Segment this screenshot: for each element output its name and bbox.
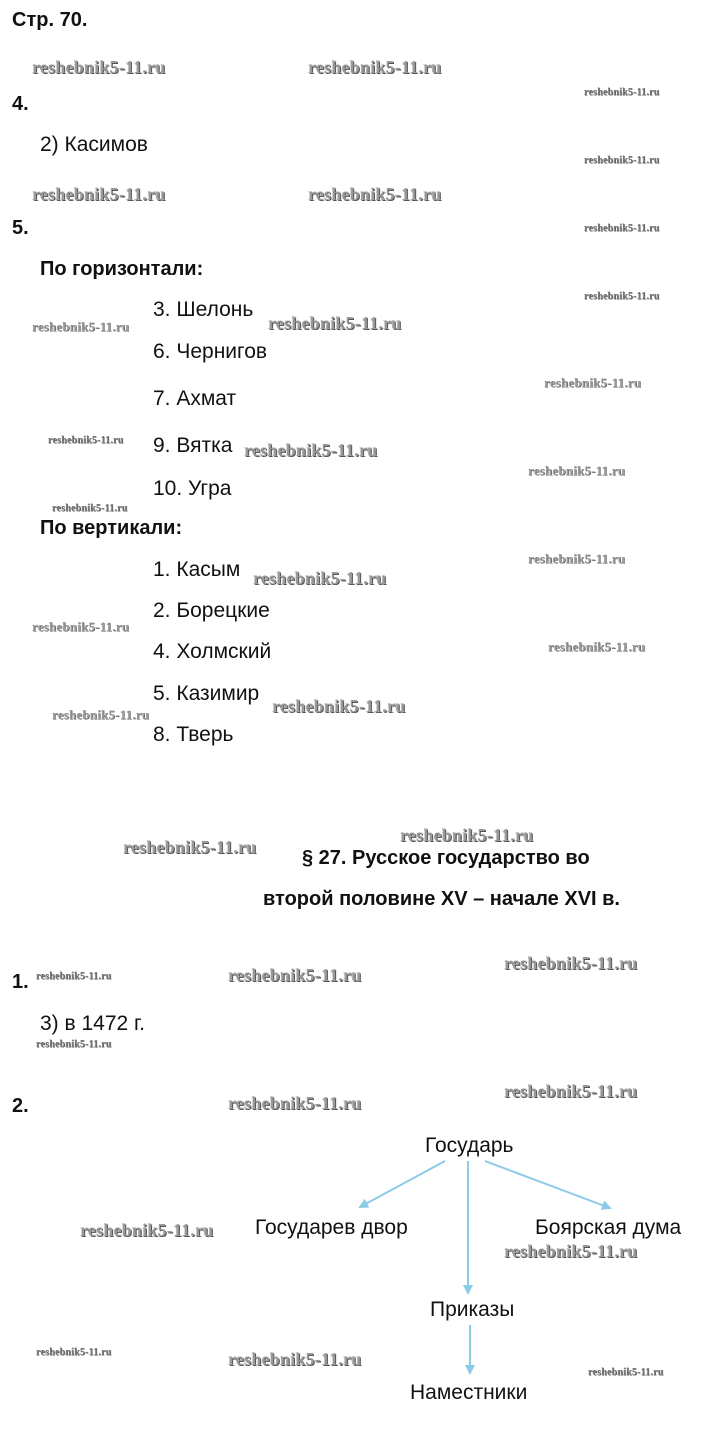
watermark: reshebnik5-11.ru xyxy=(36,971,112,982)
watermark: reshebnik5-11.ru xyxy=(272,696,406,716)
watermark: reshebnik5-11.ru xyxy=(32,57,166,77)
watermark: reshebnik5-11.ru xyxy=(584,291,660,302)
crossword-vertical-item: 5. Казимир xyxy=(153,682,260,705)
watermark: reshebnik5-11.ru xyxy=(308,184,442,204)
watermark: reshebnik5-11.ru xyxy=(253,568,387,588)
watermark: reshebnik5-11.ru xyxy=(32,619,130,634)
watermark: reshebnik5-11.ru xyxy=(123,837,257,857)
watermark: reshebnik5-11.ru xyxy=(588,1367,664,1378)
watermark: reshebnik5-11.ru xyxy=(584,223,660,234)
watermark: reshebnik5-11.ru xyxy=(544,375,642,390)
crossword-horizontal-item: 10. Угра xyxy=(153,477,232,500)
watermark: reshebnik5-11.ru xyxy=(400,825,534,845)
watermark: reshebnik5-11.ru xyxy=(584,155,660,166)
crossword-horizontal-item: 3. Шелонь xyxy=(153,298,254,321)
diagram-node-sovereign: Государь xyxy=(425,1134,514,1157)
crossword-horizontal-title: По горизонтали: xyxy=(40,258,204,280)
crossword-vertical-item: 4. Холмский xyxy=(153,640,272,663)
section-title-line-1: § 27. Русское государство во xyxy=(302,847,590,869)
page-reference: Стр. 70. xyxy=(12,9,88,31)
arrow-to-duma xyxy=(485,1161,610,1208)
watermark: reshebnik5-11.ru xyxy=(504,1241,638,1261)
watermark: reshebnik5-11.ru xyxy=(584,87,660,98)
crossword-horizontal-item: 9. Вятка xyxy=(153,434,233,457)
crossword-vertical-title: По вертикали: xyxy=(40,517,183,539)
arrow-to-court xyxy=(360,1161,445,1207)
watermark: reshebnik5-11.ru xyxy=(528,463,626,478)
watermark: reshebnik5-11.ru xyxy=(36,1347,112,1358)
watermark: reshebnik5-11.ru xyxy=(48,435,124,446)
question-2-number: 2. xyxy=(12,1095,29,1117)
watermark: reshebnik5-11.ru xyxy=(80,1220,214,1240)
crossword-vertical-item: 2. Борецкие xyxy=(153,599,270,622)
watermark: reshebnik5-11.ru xyxy=(244,440,378,460)
watermark: reshebnik5-11.ru xyxy=(548,639,646,654)
task-5-number: 5. xyxy=(12,217,29,239)
diagram-node-boyar-duma: Боярская дума xyxy=(535,1216,682,1239)
watermark: reshebnik5-11.ru xyxy=(32,319,130,334)
watermark: reshebnik5-11.ru xyxy=(308,57,442,77)
section-title-line-2: второй половине XV – начале XVI в. xyxy=(263,888,620,910)
question-1-answer: 3) в 1472 г. xyxy=(40,1012,145,1035)
watermark: reshebnik5-11.ru xyxy=(228,1093,362,1113)
diagram-node-prikazy: Приказы xyxy=(430,1298,515,1321)
diagram-node-court: Государев двор xyxy=(255,1216,408,1239)
watermark: reshebnik5-11.ru xyxy=(504,1081,638,1101)
watermark: reshebnik5-11.ru xyxy=(32,184,166,204)
crossword-vertical-item: 1. Касым xyxy=(153,558,241,581)
question-1-number: 1. xyxy=(12,971,29,993)
crossword-horizontal-item: 6. Чернигов xyxy=(153,340,268,363)
watermark: reshebnik5-11.ru xyxy=(268,313,402,333)
watermark: reshebnik5-11.ru xyxy=(528,551,626,566)
watermark: reshebnik5-11.ru xyxy=(36,1039,112,1050)
watermark: reshebnik5-11.ru xyxy=(504,953,638,973)
watermark: reshebnik5-11.ru xyxy=(52,707,150,722)
task-4-answer: 2) Касимов xyxy=(40,133,148,156)
watermark: reshebnik5-11.ru xyxy=(52,503,128,514)
crossword-vertical-item: 8. Тверь xyxy=(153,723,234,746)
watermark: reshebnik5-11.ru xyxy=(228,1349,362,1369)
watermark: reshebnik5-11.ru xyxy=(228,965,362,985)
crossword-horizontal-item: 7. Ахмат xyxy=(153,387,237,410)
diagram-node-namestniki: Наместники xyxy=(410,1381,528,1404)
task-4-number: 4. xyxy=(12,93,29,115)
